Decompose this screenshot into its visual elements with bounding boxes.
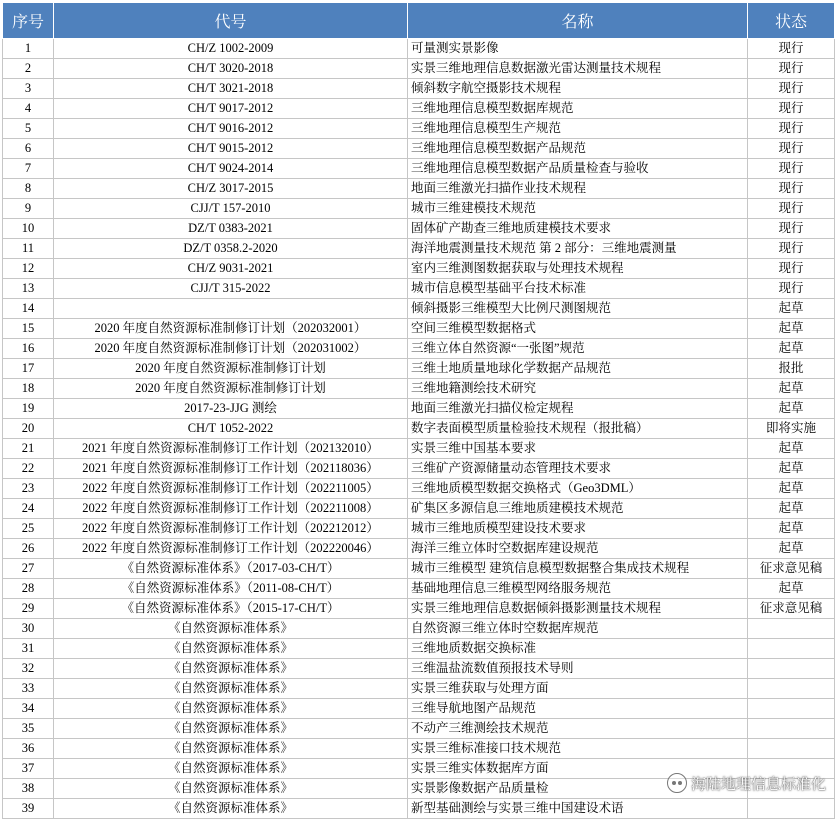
table-row <box>3 399 835 419</box>
cell-status: 报批 <box>748 359 835 379</box>
table-row <box>3 379 835 399</box>
wechat-icon <box>667 773 687 793</box>
cell-name: 三维地理信息模型数据产品规范 <box>408 139 748 159</box>
cell-status: 现行 <box>748 179 835 199</box>
cell-status <box>748 659 835 679</box>
cell-name: 城市三维地质模型建设技术要求 <box>408 519 748 539</box>
cell-code: 《自然资源标准体系》 <box>54 739 408 759</box>
cell-status <box>748 799 835 819</box>
cell-num: 17 <box>3 359 54 379</box>
cell-num: 7 <box>3 159 54 179</box>
cell-code: CJJ/T 157-2010 <box>54 199 408 219</box>
table-row <box>3 639 835 659</box>
cell-num: 10 <box>3 219 54 239</box>
table-row <box>3 359 835 379</box>
cell-num: 26 <box>3 539 54 559</box>
table-row <box>3 599 835 619</box>
cell-status <box>748 719 835 739</box>
cell-status <box>748 679 835 699</box>
watermark-text: 海陆地理信息标准化 <box>690 774 826 793</box>
cell-code: 《自然资源标准体系》（2015-17-CH/T） <box>54 599 408 619</box>
header-num: 序号 <box>3 3 54 39</box>
table-row <box>3 219 835 239</box>
cell-num: 32 <box>3 659 54 679</box>
table-row <box>3 179 835 199</box>
cell-num: 34 <box>3 699 54 719</box>
cell-code: 《自然资源标准体系》 <box>54 719 408 739</box>
cell-name: 空间三维模型数据格式 <box>408 319 748 339</box>
table-row <box>3 139 835 159</box>
cell-num: 13 <box>3 279 54 299</box>
cell-num: 33 <box>3 679 54 699</box>
cell-name: 三维立体自然资源“一张图”规范 <box>408 339 748 359</box>
cell-code: 《自然资源标准体系》（2011-08-CH/T） <box>54 579 408 599</box>
cell-status: 现行 <box>748 59 835 79</box>
cell-code: DZ/T 0358.2-2020 <box>54 239 408 259</box>
cell-name: 不动产三维测绘技术规范 <box>408 719 748 739</box>
cell-status <box>748 739 835 759</box>
header-name: 名称 <box>408 3 748 39</box>
cell-num: 20 <box>3 419 54 439</box>
cell-name: 新型基础测绘与实景三维中国建设术语 <box>408 799 748 819</box>
cell-name: 实景三维中国基本要求 <box>408 439 748 459</box>
cell-name: 三维土地质量地球化学数据产品规范 <box>408 359 748 379</box>
cell-status: 现行 <box>748 39 835 59</box>
cell-code: CH/T 3020-2018 <box>54 59 408 79</box>
cell-code: 2020 年度自然资源标准制修订计划 <box>54 379 408 399</box>
table-row <box>3 39 835 59</box>
cell-status: 起草 <box>748 379 835 399</box>
cell-status: 起草 <box>748 459 835 479</box>
cell-code: CH/T 9024-2014 <box>54 159 408 179</box>
cell-status <box>748 639 835 659</box>
cell-num: 28 <box>3 579 54 599</box>
cell-status: 起草 <box>748 399 835 419</box>
cell-status: 现行 <box>748 159 835 179</box>
cell-num: 16 <box>3 339 54 359</box>
table-row <box>3 539 835 559</box>
cell-name: 实景三维地理信息数据倾斜摄影测量技术规程 <box>408 599 748 619</box>
cell-code: 《自然资源标准体系》 <box>54 619 408 639</box>
cell-code: CH/T 1052-2022 <box>54 419 408 439</box>
cell-status: 征求意见稿 <box>748 599 835 619</box>
cell-num: 1 <box>3 39 54 59</box>
cell-name: 海洋地震测量技术规范 第 2 部分：三维地震测量 <box>408 239 748 259</box>
header-status: 状态 <box>748 3 835 39</box>
cell-status: 现行 <box>748 279 835 299</box>
cell-status: 起草 <box>748 479 835 499</box>
cell-status: 起草 <box>748 339 835 359</box>
cell-status: 起草 <box>748 539 835 559</box>
cell-num: 6 <box>3 139 54 159</box>
cell-code: CH/T 3021-2018 <box>54 79 408 99</box>
cell-status: 现行 <box>748 259 835 279</box>
cell-num: 8 <box>3 179 54 199</box>
cell-name: 地面三维激光扫描仪检定规程 <box>408 399 748 419</box>
cell-code: 2022 年度自然资源标准制修订工作计划（202211008） <box>54 499 408 519</box>
table-row <box>3 719 835 739</box>
cell-code: 《自然资源标准体系》（2017-03-CH/T） <box>54 559 408 579</box>
cell-num: 3 <box>3 79 54 99</box>
table-row <box>3 279 835 299</box>
header-code: 代号 <box>54 3 408 39</box>
cell-num: 21 <box>3 439 54 459</box>
cell-name: 三维地理信息模型数据产品质量检查与验收 <box>408 159 748 179</box>
cell-status <box>748 619 835 639</box>
table-row <box>3 439 835 459</box>
cell-num: 38 <box>3 779 54 799</box>
cell-code: 《自然资源标准体系》 <box>54 799 408 819</box>
cell-code: 《自然资源标准体系》 <box>54 759 408 779</box>
cell-name: 可量测实景影像 <box>408 39 748 59</box>
cell-num: 11 <box>3 239 54 259</box>
cell-name: 三维地质模型数据交换格式（Geo3DML） <box>408 479 748 499</box>
table-row <box>3 239 835 259</box>
table-row <box>3 699 835 719</box>
cell-name: 三维温盐流数值预报技术导则 <box>408 659 748 679</box>
cell-code <box>54 299 408 319</box>
cell-code: 2022 年度自然资源标准制修订工作计划（202211005） <box>54 479 408 499</box>
cell-name: 实景三维获取与处理方面 <box>408 679 748 699</box>
table-row <box>3 619 835 639</box>
cell-num: 12 <box>3 259 54 279</box>
table-row <box>3 799 835 819</box>
cell-name: 室内三维测图数据获取与处理技术规程 <box>408 259 748 279</box>
cell-name: 三维导航地图产品规范 <box>408 699 748 719</box>
table-body <box>3 39 835 819</box>
cell-num: 25 <box>3 519 54 539</box>
cell-code: 2017-23-JJG 测绘 <box>54 399 408 419</box>
cell-status: 起草 <box>748 299 835 319</box>
table-row <box>3 79 835 99</box>
cell-code: CH/Z 9031-2021 <box>54 259 408 279</box>
cell-status: 现行 <box>748 139 835 159</box>
cell-num: 37 <box>3 759 54 779</box>
cell-code: 2020 年度自然资源标准制修订计划 <box>54 359 408 379</box>
cell-num: 29 <box>3 599 54 619</box>
cell-name: 倾斜数字航空摄影技术规程 <box>408 79 748 99</box>
cell-status: 起草 <box>748 319 835 339</box>
cell-status: 现行 <box>748 119 835 139</box>
cell-code: CH/T 9015-2012 <box>54 139 408 159</box>
cell-status: 起草 <box>748 579 835 599</box>
cell-code: 2020 年度自然资源标准制修订计划（202031002） <box>54 339 408 359</box>
table-row <box>3 99 835 119</box>
cell-code: CH/Z 3017-2015 <box>54 179 408 199</box>
cell-code: 2021 年度自然资源标准制修订工作计划（202118036） <box>54 459 408 479</box>
table-row <box>3 659 835 679</box>
cell-num: 31 <box>3 639 54 659</box>
cell-num: 4 <box>3 99 54 119</box>
cell-status: 现行 <box>748 79 835 99</box>
table-row <box>3 259 835 279</box>
cell-name: 矿集区多源信息三维地质建模技术规范 <box>408 499 748 519</box>
standards-table-container <box>2 2 834 819</box>
cell-status: 即将实施 <box>748 419 835 439</box>
cell-name: 固体矿产勘查三维地质建模技术要求 <box>408 219 748 239</box>
cell-num: 14 <box>3 299 54 319</box>
cell-name: 数字表面模型质量检验技术规程（报批稿） <box>408 419 748 439</box>
cell-code: CH/T 9016-2012 <box>54 119 408 139</box>
cell-status: 现行 <box>748 199 835 219</box>
cell-name: 三维地理信息模型数据库规范 <box>408 99 748 119</box>
cell-status: 现行 <box>748 99 835 119</box>
cell-code: 《自然资源标准体系》 <box>54 659 408 679</box>
cell-num: 23 <box>3 479 54 499</box>
watermark <box>667 772 826 794</box>
table-row <box>3 739 835 759</box>
cell-name: 三维地质数据交换标准 <box>408 639 748 659</box>
table-row <box>3 159 835 179</box>
cell-num: 19 <box>3 399 54 419</box>
cell-status: 征求意见稿 <box>748 559 835 579</box>
cell-status: 起草 <box>748 519 835 539</box>
table-row <box>3 679 835 699</box>
table-row <box>3 559 835 579</box>
cell-code: 《自然资源标准体系》 <box>54 639 408 659</box>
table-row <box>3 479 835 499</box>
table-row <box>3 319 835 339</box>
cell-code: CJJ/T 315-2022 <box>54 279 408 299</box>
table-row <box>3 419 835 439</box>
table-row <box>3 499 835 519</box>
table-row <box>3 299 835 319</box>
cell-status: 现行 <box>748 239 835 259</box>
table-row <box>3 59 835 79</box>
cell-code: 《自然资源标准体系》 <box>54 779 408 799</box>
table-row <box>3 579 835 599</box>
cell-num: 27 <box>3 559 54 579</box>
cell-status: 起草 <box>748 499 835 519</box>
cell-name: 实景影像数据产品质量检 <box>408 779 748 799</box>
cell-code: CH/Z 1002-2009 <box>54 39 408 59</box>
cell-status: 现行 <box>748 219 835 239</box>
table-header-row <box>3 3 835 39</box>
cell-num: 36 <box>3 739 54 759</box>
cell-name: 实景三维实体数据库方面 <box>408 759 748 779</box>
cell-num: 35 <box>3 719 54 739</box>
cell-name: 城市三维建模技术规范 <box>408 199 748 219</box>
cell-name: 地面三维激光扫描作业技术规程 <box>408 179 748 199</box>
cell-name: 倾斜摄影三维模型大比例尺测图规范 <box>408 299 748 319</box>
cell-code: 2020 年度自然资源标准制修订计划（202032001） <box>54 319 408 339</box>
cell-name: 三维矿产资源储量动态管理技术要求 <box>408 459 748 479</box>
cell-code: 《自然资源标准体系》 <box>54 679 408 699</box>
cell-name: 实景三维地理信息数据激光雷达测量技术规程 <box>408 59 748 79</box>
cell-name: 三维地理信息模型生产规范 <box>408 119 748 139</box>
cell-code: CH/T 9017-2012 <box>54 99 408 119</box>
cell-num: 9 <box>3 199 54 219</box>
cell-name: 实景三维标准接口技术规范 <box>408 739 748 759</box>
cell-num: 30 <box>3 619 54 639</box>
cell-status <box>748 699 835 719</box>
table-row <box>3 199 835 219</box>
cell-name: 自然资源三维立体时空数据库规范 <box>408 619 748 639</box>
cell-num: 18 <box>3 379 54 399</box>
cell-code: 2021 年度自然资源标准制修订工作计划（202132010） <box>54 439 408 459</box>
standards-table <box>2 2 835 819</box>
table-row <box>3 519 835 539</box>
cell-code: DZ/T 0383-2021 <box>54 219 408 239</box>
cell-num: 5 <box>3 119 54 139</box>
cell-name: 海洋三维立体时空数据库建设规范 <box>408 539 748 559</box>
cell-status: 起草 <box>748 439 835 459</box>
cell-num: 2 <box>3 59 54 79</box>
cell-name: 城市三维模型 建筑信息模型数据整合集成技术规程 <box>408 559 748 579</box>
cell-num: 15 <box>3 319 54 339</box>
cell-code: 2022 年度自然资源标准制修订工作计划（202212012） <box>54 519 408 539</box>
cell-code: 《自然资源标准体系》 <box>54 699 408 719</box>
cell-name: 三维地籍测绘技术研究 <box>408 379 748 399</box>
cell-num: 22 <box>3 459 54 479</box>
table-row <box>3 119 835 139</box>
cell-num: 24 <box>3 499 54 519</box>
table-row <box>3 339 835 359</box>
cell-num: 39 <box>3 799 54 819</box>
table-row <box>3 459 835 479</box>
cell-code: 2022 年度自然资源标准制修订工作计划（202220046） <box>54 539 408 559</box>
cell-name: 城市信息模型基础平台技术标准 <box>408 279 748 299</box>
cell-name: 基础地理信息三维模型网络服务规范 <box>408 579 748 599</box>
